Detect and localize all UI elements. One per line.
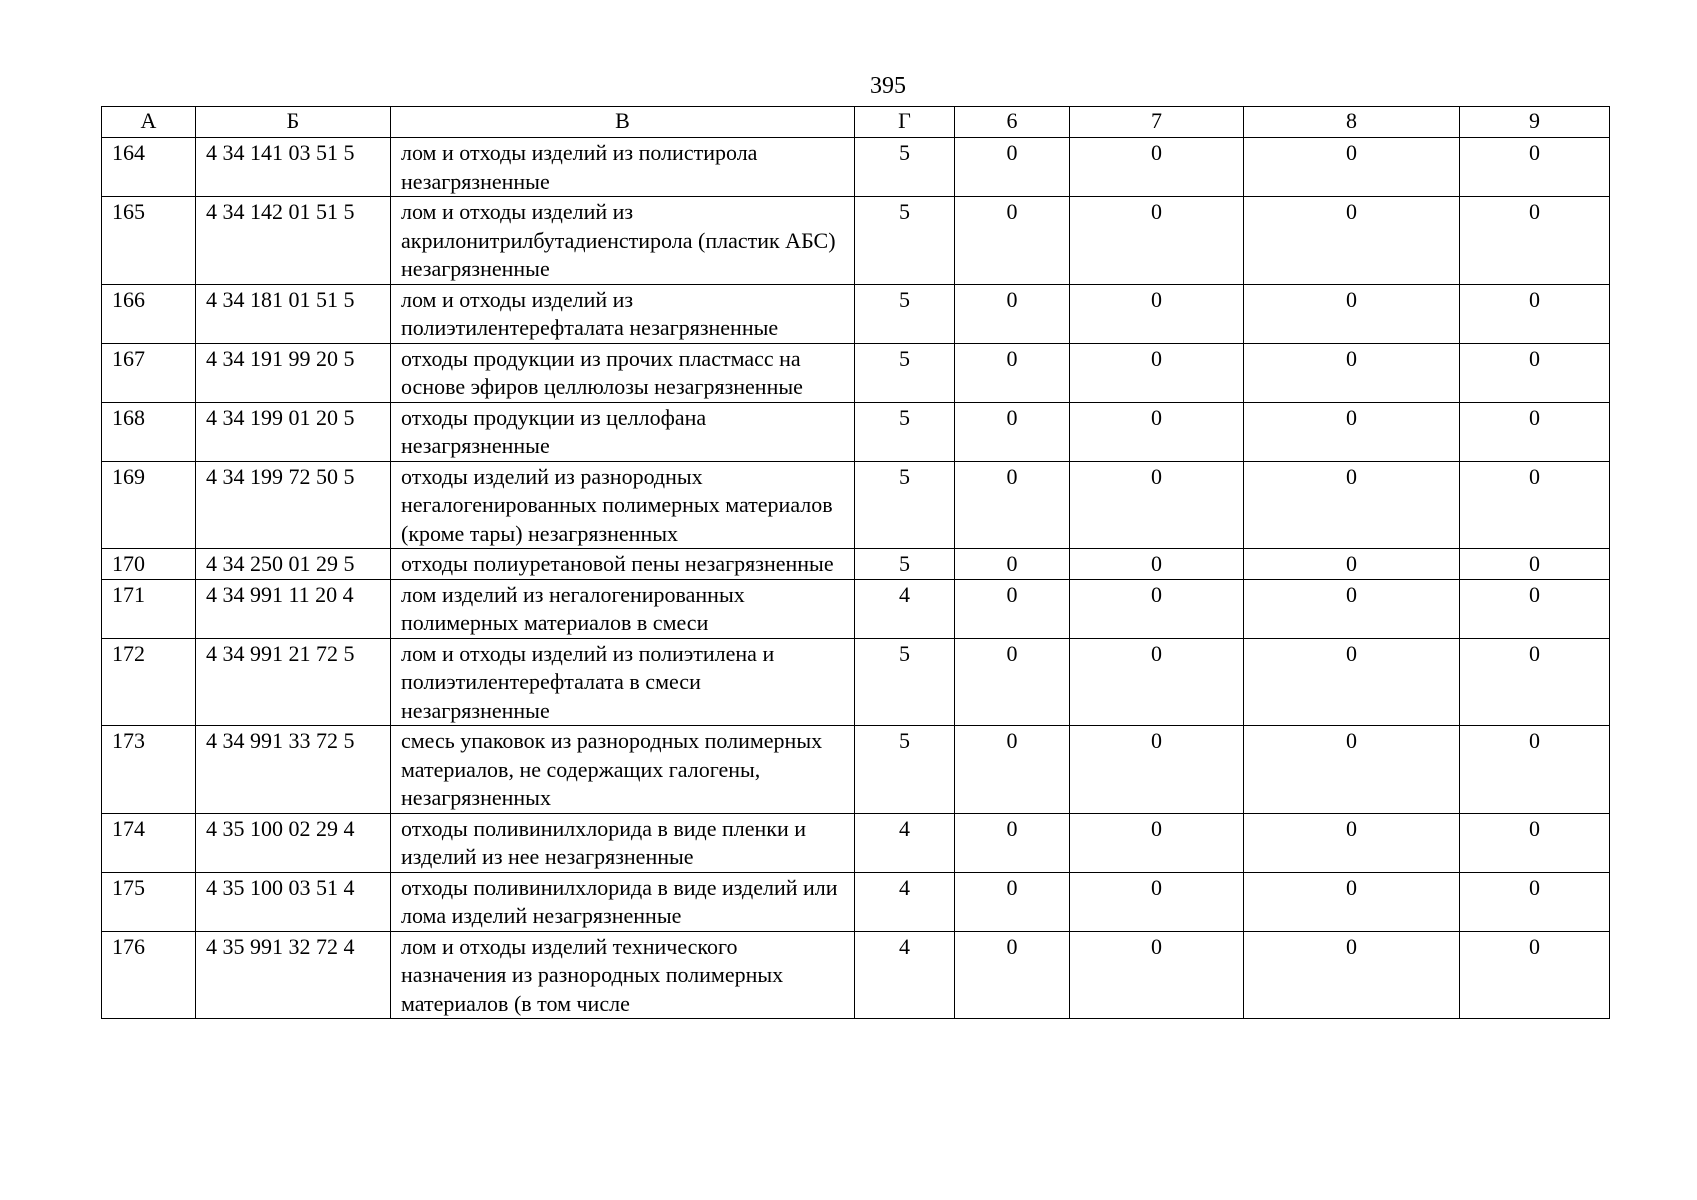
hazard-class: 4 [855, 579, 955, 638]
waste-code: 4 35 100 02 29 4 [196, 813, 391, 872]
value-col-8: 0 [1244, 197, 1460, 285]
value-col-8: 0 [1244, 638, 1460, 726]
waste-name: лом и отходы изделий из полиэтилена и полиэтилентерефталата в смеси незагрязненные [391, 638, 855, 726]
waste-name: лом и отходы изделий технического назначения из разнородных полимерных материалов (в том числе [391, 931, 855, 1019]
value-col-6: 0 [955, 872, 1070, 931]
value-col-7: 0 [1070, 872, 1244, 931]
table-row [102, 579, 1610, 638]
row-number: 170 [102, 549, 196, 580]
row-number: 169 [102, 461, 196, 549]
value-col-7: 0 [1070, 343, 1244, 402]
waste-classification-table [101, 106, 1610, 1019]
row-number: 168 [102, 402, 196, 461]
waste-code: 4 34 199 01 20 5 [196, 402, 391, 461]
waste-code: 4 34 191 99 20 5 [196, 343, 391, 402]
hazard-class: 5 [855, 284, 955, 343]
row-number: 172 [102, 638, 196, 726]
hazard-class: 4 [855, 872, 955, 931]
table-row [102, 284, 1610, 343]
waste-name: лом и отходы изделий из полиэтилентерефталата незагрязненные [391, 284, 855, 343]
value-col-9: 0 [1460, 461, 1610, 549]
value-col-6: 0 [955, 138, 1070, 197]
value-col-6: 0 [955, 813, 1070, 872]
value-col-9: 0 [1460, 579, 1610, 638]
value-col-9: 0 [1460, 197, 1610, 285]
value-col-7: 0 [1070, 579, 1244, 638]
value-col-7: 0 [1070, 813, 1244, 872]
table-row [102, 197, 1610, 285]
waste-name: лом изделий из негалогенированных полимерных материалов в смеси [391, 579, 855, 638]
table-row [102, 343, 1610, 402]
table-row [102, 931, 1610, 1019]
value-col-9: 0 [1460, 638, 1610, 726]
value-col-9: 0 [1460, 402, 1610, 461]
table-row [102, 813, 1610, 872]
waste-code: 4 34 141 03 51 5 [196, 138, 391, 197]
row-number: 164 [102, 138, 196, 197]
value-col-7: 0 [1070, 549, 1244, 580]
value-col-9: 0 [1460, 931, 1610, 1019]
value-col-8: 0 [1244, 931, 1460, 1019]
value-col-9: 0 [1460, 138, 1610, 197]
row-number: 174 [102, 813, 196, 872]
value-col-8: 0 [1244, 726, 1460, 814]
value-col-7: 0 [1070, 726, 1244, 814]
value-col-9: 0 [1460, 813, 1610, 872]
value-col-6: 0 [955, 284, 1070, 343]
hazard-class: 5 [855, 549, 955, 580]
value-col-7: 0 [1070, 638, 1244, 726]
value-col-6: 0 [955, 343, 1070, 402]
hazard-class: 5 [855, 343, 955, 402]
header-col-a: А [102, 107, 196, 138]
row-number: 171 [102, 579, 196, 638]
value-col-8: 0 [1244, 872, 1460, 931]
value-col-8: 0 [1244, 138, 1460, 197]
header-col-b: Б [196, 107, 391, 138]
hazard-class: 5 [855, 638, 955, 726]
waste-name: отходы полиуретановой пены незагрязненные [391, 549, 855, 580]
value-col-8: 0 [1244, 284, 1460, 343]
waste-code: 4 34 250 01 29 5 [196, 549, 391, 580]
table-row [102, 402, 1610, 461]
waste-name: отходы поливинилхлорида в виде изделий или лома изделий незагрязненные [391, 872, 855, 931]
waste-code: 4 34 991 21 72 5 [196, 638, 391, 726]
value-col-9: 0 [1460, 549, 1610, 580]
table-row [102, 461, 1610, 549]
value-col-8: 0 [1244, 343, 1460, 402]
waste-name: лом и отходы изделий из полистирола незагрязненные [391, 138, 855, 197]
value-col-6: 0 [955, 549, 1070, 580]
value-col-6: 0 [955, 461, 1070, 549]
value-col-6: 0 [955, 726, 1070, 814]
value-col-6: 0 [955, 638, 1070, 726]
waste-code: 4 34 199 72 50 5 [196, 461, 391, 549]
row-number: 167 [102, 343, 196, 402]
waste-name: отходы изделий из разнородных негалогенированных полимерных материалов (кроме тары) незагрязненных [391, 461, 855, 549]
value-col-6: 0 [955, 579, 1070, 638]
waste-code: 4 35 991 32 72 4 [196, 931, 391, 1019]
waste-code: 4 34 181 01 51 5 [196, 284, 391, 343]
value-col-7: 0 [1070, 197, 1244, 285]
header-col-g: Г [855, 107, 955, 138]
hazard-class: 5 [855, 461, 955, 549]
value-col-7: 0 [1070, 931, 1244, 1019]
value-col-7: 0 [1070, 284, 1244, 343]
waste-name: лом и отходы изделий из акрилонитрилбутадиенстирола (пластик АБС) незагрязненные [391, 197, 855, 285]
waste-code: 4 34 991 33 72 5 [196, 726, 391, 814]
header-col-7: 7 [1070, 107, 1244, 138]
value-col-8: 0 [1244, 549, 1460, 580]
value-col-7: 0 [1070, 402, 1244, 461]
header-col-9: 9 [1460, 107, 1610, 138]
table-row [102, 726, 1610, 814]
waste-code: 4 35 100 03 51 4 [196, 872, 391, 931]
table-row [102, 638, 1610, 726]
value-col-6: 0 [955, 197, 1070, 285]
value-col-9: 0 [1460, 872, 1610, 931]
header-col-8: 8 [1244, 107, 1460, 138]
hazard-class: 4 [855, 931, 955, 1019]
hazard-class: 5 [855, 726, 955, 814]
waste-name: отходы продукции из целлофана незагрязненные [391, 402, 855, 461]
value-col-9: 0 [1460, 726, 1610, 814]
value-col-8: 0 [1244, 461, 1460, 549]
page-number: 395 [870, 73, 906, 99]
value-col-7: 0 [1070, 138, 1244, 197]
value-col-6: 0 [955, 931, 1070, 1019]
waste-code: 4 34 142 01 51 5 [196, 197, 391, 285]
hazard-class: 5 [855, 197, 955, 285]
hazard-class: 5 [855, 402, 955, 461]
row-number: 173 [102, 726, 196, 814]
value-col-8: 0 [1244, 813, 1460, 872]
value-col-6: 0 [955, 402, 1070, 461]
waste-code: 4 34 991 11 20 4 [196, 579, 391, 638]
table-row [102, 872, 1610, 931]
waste-name: отходы поливинилхлорида в виде пленки и изделий из нее незагрязненные [391, 813, 855, 872]
row-number: 165 [102, 197, 196, 285]
waste-name: отходы продукции из прочих пластмасс на основе эфиров целлюлозы незагрязненные [391, 343, 855, 402]
value-col-7: 0 [1070, 461, 1244, 549]
hazard-class: 5 [855, 138, 955, 197]
header-col-v: В [391, 107, 855, 138]
table-row [102, 138, 1610, 197]
row-number: 176 [102, 931, 196, 1019]
value-col-9: 0 [1460, 343, 1610, 402]
value-col-8: 0 [1244, 402, 1460, 461]
header-row [102, 107, 1610, 138]
value-col-9: 0 [1460, 284, 1610, 343]
row-number: 175 [102, 872, 196, 931]
waste-name: смесь упаковок из разнородных полимерных материалов, не содержащих галогены, незагрязненных [391, 726, 855, 814]
value-col-8: 0 [1244, 579, 1460, 638]
row-number: 166 [102, 284, 196, 343]
hazard-class: 4 [855, 813, 955, 872]
header-col-6: 6 [955, 107, 1070, 138]
table-row [102, 549, 1610, 580]
